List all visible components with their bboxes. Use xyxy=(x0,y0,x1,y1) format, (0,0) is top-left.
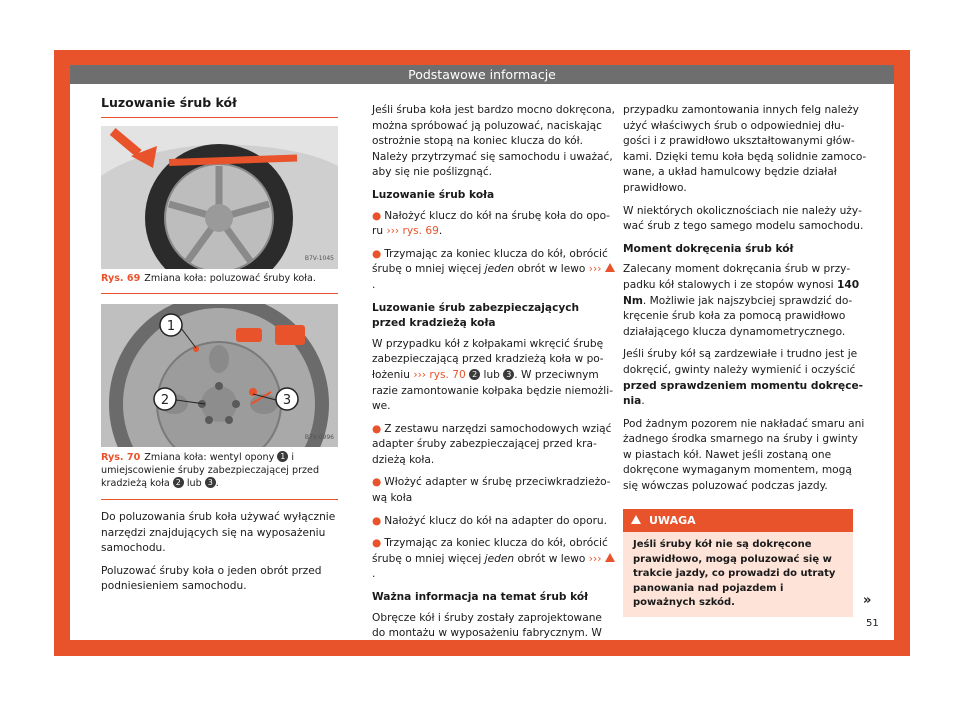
paragraph-text: . xyxy=(641,395,645,408)
manual-page xyxy=(70,65,894,640)
paragraph: Do poluzowania śrub koła używać wyłącznie narzędzi znajdujących się na wyposażeniu samochodu. xyxy=(101,510,336,555)
caption-text: i umiejscowienie śruby zabezpieczającej przed kradzieżą koła xyxy=(101,452,320,490)
figure-70 xyxy=(101,304,338,447)
paragraph-text: W przypadku kół z kołpakami wkręcić śrubę zabezpieczającą przed kradzieżą koła w położeniu xyxy=(372,337,604,381)
page-frame xyxy=(54,50,910,656)
wheel-wrench-illustration xyxy=(101,126,338,269)
svg-text:2: 2 xyxy=(160,393,170,409)
svg-text:3: 3 xyxy=(282,393,292,409)
callout-1: 1 xyxy=(277,451,288,462)
warning-link[interactable]: ››› xyxy=(588,263,602,276)
caption-text: lub xyxy=(186,478,202,490)
paragraph-text: Zalecany moment dokręcania śrub w przypadku kół stalowych i ze stopów wynosi xyxy=(623,263,851,291)
paragraph xyxy=(623,262,867,340)
callout-2: 2 xyxy=(173,477,184,488)
column-left xyxy=(101,95,338,602)
list-item xyxy=(372,514,616,530)
item-emphasis: jeden xyxy=(484,552,515,565)
section-title: Luzowanie śrub kół xyxy=(101,95,338,118)
steel-wheel-illustration xyxy=(101,304,338,447)
callout-3: 3 xyxy=(503,369,514,380)
subheading: Moment dokręcenia śrub kół xyxy=(623,242,794,255)
bullet-icon: ● xyxy=(372,247,382,260)
torque-value: 140 Nm xyxy=(623,278,860,307)
figure-link[interactable]: ››› rys. 70 xyxy=(413,368,466,381)
subheading: Luzowanie śrub zabezpieczających przed kradzieżą koła xyxy=(372,301,580,330)
bullet-icon: ● xyxy=(372,537,382,550)
continued-icon: » xyxy=(863,593,872,608)
item-text: Trzymając za koniec klucza do kół, obrócić śrubę o mniej więcej xyxy=(372,537,608,565)
caption-text: Zmiana koła: wentyl opony xyxy=(144,452,275,464)
paragraph: Jeśli śruba koła jest bardzo mocno dokręcona, można spróbować ją poluzować, naciskając ostrożnie stopą na koniec klucza do kół. Należy przytrzymać się samochodu i uważać, aby się nie poślizgnąć. xyxy=(372,104,615,179)
list-item xyxy=(372,475,616,506)
column-middle xyxy=(372,103,616,649)
page-header: Podstawowe informacje xyxy=(70,65,894,84)
paragraph xyxy=(623,347,867,409)
item-text: Trzymając za koniec klucza do kół, obrócić śrubę o mniej więcej xyxy=(372,247,608,276)
warning-text: Jeśli śruby kół nie są dokręcone prawidłowo, mogą poluzować się w trakcie jazdy, co prowadzi do utraty panowania nad pojazdem i poważnych szkód. xyxy=(623,532,853,617)
item-text: Nałożyć klucz do kół na śrubę koła do oporu xyxy=(372,209,610,238)
bullet-icon: ● xyxy=(372,476,382,489)
item-text: obrót w lewo xyxy=(517,263,586,276)
subheading: Ważna informacja na temat śrub kół xyxy=(372,591,589,604)
warning-icon xyxy=(605,553,615,562)
warning-box xyxy=(623,509,853,617)
figure-link[interactable]: ››› rys. 69 xyxy=(386,225,439,238)
figure-69 xyxy=(101,126,338,269)
figure-70-caption xyxy=(101,447,338,500)
subheading: Luzowanie śrub koła xyxy=(372,188,495,201)
bullet-icon: ● xyxy=(372,514,382,527)
paragraph: Pod żadnym pozorem nie nakładać smaru ani żadnego środka smarnego na śruby i gwinty w piastach kół. Nawet jeśli zostaną one dokręcone wymaganym momentem, mogą się wówczas poluzować podczas jazdy. xyxy=(623,417,865,493)
paragraph: W niektórych okolicznościach nie należy używać śrub z tego samego modelu samochodu. xyxy=(623,204,864,233)
list-item xyxy=(372,422,616,469)
paragraph: przypadku zamontowania innych felg należy użyć właściwych śrub o odpowiedniej długości i z prawidłowo ukształtowanymi główkami. Dzięki temu koła będą solidnie zamocowane, a układ hamulcowy będzie działał prawidłowo. xyxy=(623,104,867,194)
callout-3: 3 xyxy=(205,477,216,488)
warning-icon xyxy=(605,263,615,272)
list-item: ● Trzymając za koniec klucza do kół, obrócić śrubę o mniej więcej jeden obrót w lewo ››› . xyxy=(372,536,616,583)
paragraph: Poluzować śruby koła o jeden obrót przed podniesieniem samochodu. xyxy=(101,564,322,593)
paragraph-text: lub xyxy=(483,368,500,381)
item-text: Nałożyć klucz do kół na adapter do oporu. xyxy=(384,514,608,527)
bullet-icon: ● xyxy=(372,422,382,435)
item-text: Z zestawu narzędzi samochodowych wziąć adapter śruby zabezpieczającej przed kradzieżą koła. xyxy=(372,422,612,466)
callout-2: 2 xyxy=(469,369,480,380)
item-text: . xyxy=(438,225,443,238)
caption-text: . xyxy=(215,478,219,490)
item-text: Włożyć adapter w śrubę przeciwkradzieżową koła xyxy=(372,476,611,505)
figure-code: B7V-1045 xyxy=(304,255,334,262)
warning-header xyxy=(623,509,853,533)
paragraph-text: . W przeciwnym razie zamontowanie kołpaka będzie niemożliwe. xyxy=(372,368,614,413)
paragraph-bold: przed sprawdzeniem momentu dokręcenia xyxy=(623,379,864,408)
column-right xyxy=(623,103,867,617)
figure-69-caption xyxy=(101,269,338,295)
figure-code: B7V-0996 xyxy=(304,433,334,441)
list-item xyxy=(372,209,616,240)
warning-icon xyxy=(631,515,641,524)
item-emphasis: jeden xyxy=(484,263,515,276)
warning-title: UWAGA xyxy=(649,513,696,527)
item-text: obrót w lewo xyxy=(517,552,586,565)
figure-label: Rys. 70 xyxy=(101,452,141,464)
page-number: 51 xyxy=(866,618,879,629)
figure-label: Rys. 69 xyxy=(101,272,141,284)
paragraph-text: Jeśli śruby kół są zardzewiałe i trudno jest je dokręcić, gwinty należy wymienić i oczyścić xyxy=(623,348,858,376)
paragraph: Obręcze kół i śruby zostały zaprojektowane do montażu w wyposażeniu fabrycznym. W xyxy=(372,611,602,640)
bullet-icon: ● xyxy=(372,209,382,222)
svg-text:1: 1 xyxy=(166,319,176,335)
paragraph-text: . Możliwie jak najszybciej sprawdzić dokręcenie śrub koła za pomocą prawidłowo działającego klucza dynamometrycznego. xyxy=(623,294,853,338)
list-item: ● Trzymając za koniec klucza do kół, obrócić śrubę o mniej więcej jeden obrót w lewo ››› . xyxy=(372,247,616,294)
warning-link[interactable]: ››› xyxy=(588,552,602,565)
paragraph xyxy=(372,337,616,415)
caption-text: Zmiana koła: poluzować śruby koła. xyxy=(144,272,316,284)
